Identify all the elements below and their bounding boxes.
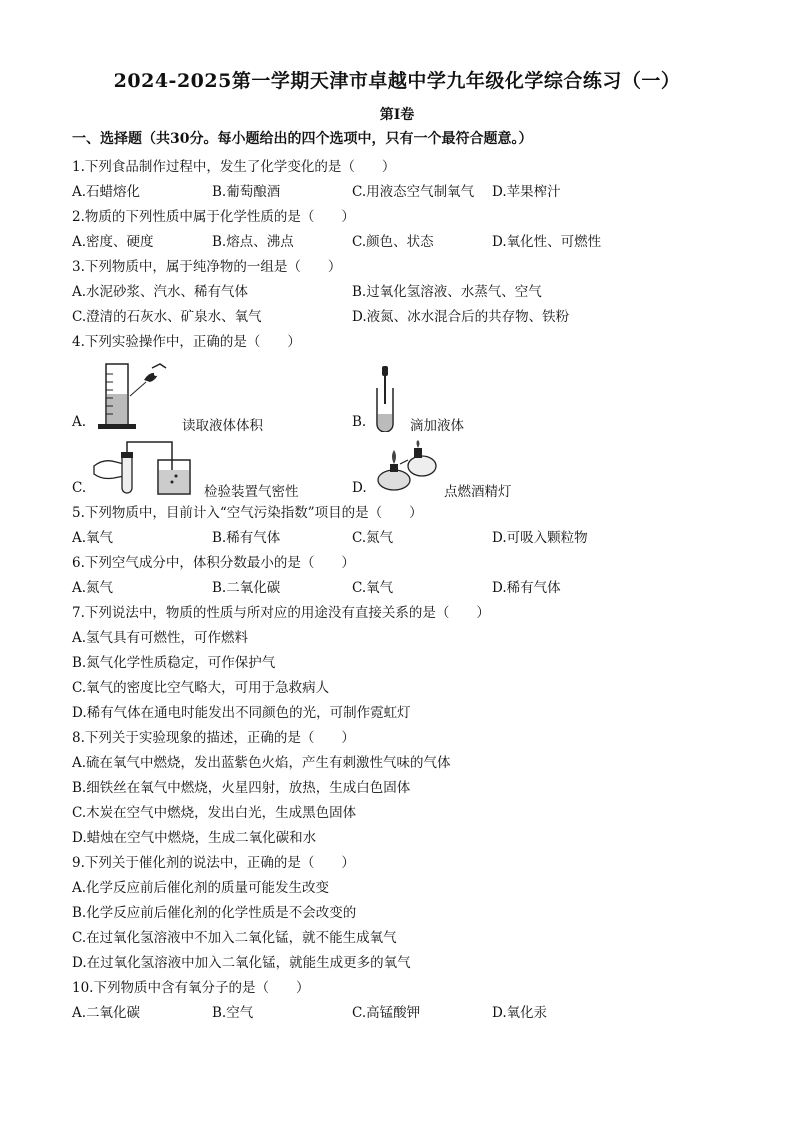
q5-option-c: C.氮气 [352,530,394,546]
q6-option-b: B.二氧化碳 [212,580,281,596]
q3-option-c: C.澄清的石灰水、矿泉水、氧气 [72,309,262,325]
airtightness-apparatus-figure [92,436,202,498]
q6-option-d: D.稀有气体 [492,580,561,596]
q3-option-d: D.液氮、冰水混合后的共存物、铁粉 [352,309,570,325]
q10-option-d: D.氧化汞 [492,1005,548,1021]
q2-option-b: B.熔点、沸点 [212,234,294,250]
q5-option-d: D.可吸入颗粒物 [492,530,588,546]
q4-option-b-letter: B. [352,414,367,430]
q5-option-a: A.氧气 [72,530,114,546]
alcohol-lamp-figure [374,440,442,494]
page-title: 2024-2025第一学期天津市卓越中学九年级化学综合练习（一） [113,70,681,92]
q7-option-a: A.氢气具有可燃性，可作燃料 [72,630,249,646]
question-6-stem: 6.下列空气成分中，体积分数最小的是（ ） [72,555,355,571]
q3-option-b: B.过氧化氢溶液、水蒸气、空气 [352,284,542,300]
q4-option-a-caption: 读取液体体积 [182,418,263,434]
q2-option-a: A.密度、硬度 [72,234,154,250]
question-9-stem: 9.下列关于催化剂的说法中，正确的是（ ） [72,855,355,871]
volume-heading: 第Ⅰ卷 [379,107,415,123]
q2-option-d: D.氧化性、可燃性 [492,234,602,250]
q8-option-a: A.硫在氧气中燃烧，发出蓝紫色火焰，产生有刺激性气味的气体 [72,755,451,771]
q1-option-a: A.石蜡熔化 [72,184,141,200]
question-5-stem: 5.下列物质中，目前计入“空气污染指数”项目的是（ ） [72,505,423,521]
q10-option-b: B.空气 [212,1005,254,1021]
q4-option-a-letter: A. [72,414,87,430]
section-heading: 一、选择题（共30分。每小题给出的四个选项中，只有一个最符合题意。） [72,131,533,147]
question-8-stem: 8.下列关于实验现象的描述，正确的是（ ） [72,730,355,746]
q10-option-a: A.二氧化碳 [72,1005,141,1021]
q8-option-b: B.细铁丝在氧气中燃烧，火星四射，放热，生成白色固体 [72,780,411,796]
q7-option-d: D.稀有气体在通电时能发出不同颜色的光，可制作霓虹灯 [72,705,411,721]
question-3-stem: 3.下列物质中，属于纯净物的一组是（ ） [72,259,342,275]
q9-option-d: D.在过氧化氢溶液中加入二氧化锰，就能生成更多的氧气 [72,955,411,971]
q6-option-a: A.氮气 [72,580,114,596]
question-7-stem: 7.下列说法中，物质的性质与所对应的用途没有直接关系的是（ ） [72,605,490,621]
q1-option-c: C.用液态空气制氧气 [352,184,475,200]
q2-option-c: C.颜色、状态 [352,234,434,250]
q7-option-b: B.氮气化学性质稳定，可作保护气 [72,655,276,671]
q7-option-c: C.氧气的密度比空气略大，可用于急救病人 [72,680,330,696]
q8-option-c: C.木炭在空气中燃烧，发出白光，生成黑色固体 [72,805,357,821]
q4-option-c-caption: 检验装置气密性 [204,484,299,500]
question-2-stem: 2.物质的下列性质中属于化学性质的是（ ） [72,209,355,225]
q3-option-a: A.水泥砂浆、汽水、稀有气体 [72,284,249,300]
q4-option-d-caption: 点燃酒精灯 [444,484,512,500]
dropper-test-tube-figure [370,366,402,432]
graduated-cylinder-figure [96,360,180,432]
q9-option-a: A.化学反应前后催化剂的质量可能发生改变 [72,880,330,896]
q5-option-b: B.稀有气体 [212,530,281,546]
q9-option-b: B.化学反应前后催化剂的化学性质是不会改变的 [72,905,357,921]
q1-option-d: D.苹果榨汁 [492,184,561,200]
q8-option-d: D.蜡烛在空气中燃烧，生成二氧化碳和水 [72,830,317,846]
q4-option-b-caption: 滴加液体 [410,418,464,434]
question-1-stem: 1.下列食品制作过程中，发生了化学变化的是（ ） [72,159,396,175]
question-4-stem: 4.下列实验操作中，正确的是（ ） [72,334,301,350]
q10-option-c: C.高锰酸钾 [352,1005,421,1021]
q1-option-b: B.葡萄酿酒 [212,184,281,200]
q4-option-c-letter: C. [72,480,87,496]
q9-option-c: C.在过氧化氢溶液中不加入二氧化锰，就不能生成氧气 [72,930,397,946]
q4-option-d-letter: D. [352,480,367,496]
question-10-stem: 10.下列物质中含有氧分子的是（ ） [72,980,310,996]
q6-option-c: C.氧气 [352,580,394,596]
